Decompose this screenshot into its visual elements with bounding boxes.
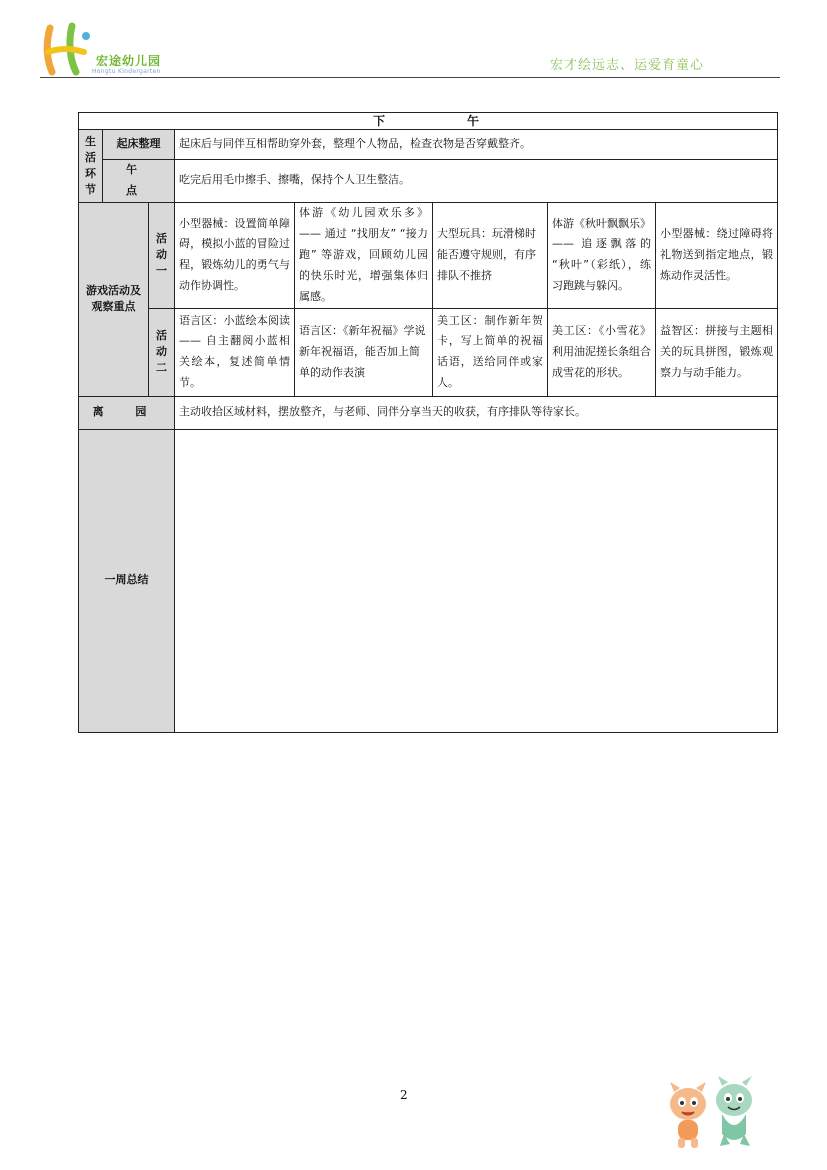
snack-text: 吃完后用毛巾擦手、擦嘴，保持个人卫生整洁。 <box>175 160 778 203</box>
logo-name: 宏途幼儿园 <box>96 54 162 68</box>
snack-label: 午 点 <box>103 160 175 203</box>
activity-two-cell: 益智区：拼接与主题相关的玩具拼图，锻炼观察力与动手能力。 <box>656 308 778 396</box>
activity-one-cell: 小型器械：设置简单障碍，模拟小蓝的冒险过程，锻炼幼儿的勇气与动作协调性。 <box>175 202 295 308</box>
page-number: 2 <box>400 1088 408 1102</box>
afternoon-plan-table <box>78 112 778 733</box>
activity-one-row <box>79 202 778 308</box>
activity-one-label: 活动一 <box>149 202 175 308</box>
activity-two-cell: 美工区：制作新年贺卡，写上简单的祝福话语，送给同伴或家人。 <box>433 308 548 396</box>
activity-one-cell: 大型玩具：玩滑梯时能否遵守规则，有序排队不推挤 <box>433 202 548 308</box>
activity-two-cell: 语言区：小蓝绘本阅读 —— 自主翻阅小蓝相关绘本，复述简单情节。 <box>175 308 295 396</box>
activity-two-row <box>79 308 778 396</box>
wake-up-text: 起床后与同伴互相帮助穿外套，整理个人物品，检查衣物是否穿戴整齐。 <box>175 130 778 160</box>
header-slogan: 宏才绘远志、运爱育童心 <box>549 58 704 73</box>
wake-up-label: 起床整理 <box>103 130 175 160</box>
weekly-summary-label: 一周总结 <box>79 429 175 732</box>
wake-up-row <box>79 130 778 160</box>
activity-two-label: 活动二 <box>149 308 175 396</box>
activity-two-cell: 语言区：《新年祝福》学说新年祝福语，能否加上简单的动作表演 <box>295 308 433 396</box>
games-observation-label: 游戏活动及观察重点 <box>79 202 149 396</box>
leave-text: 主动收拾区域材料，摆放整齐，与老师、同伴分享当天的收获，有序排队等待家长。 <box>175 396 778 429</box>
weekly-summary-content <box>175 429 778 732</box>
page-header <box>40 22 780 82</box>
snack-row <box>79 160 778 203</box>
activity-one-cell: 体游《秋叶飘飘乐》—— 追逐飘落的 “秋叶”（彩纸），练习跑跳与躲闪。 <box>548 202 656 308</box>
logo-subtitle: Hongtu Kindergarten <box>92 68 161 75</box>
section-title: 下 午 <box>79 113 778 130</box>
mascot-characters-icon <box>662 1074 762 1150</box>
header-divider <box>40 77 780 78</box>
weekly-summary-row <box>79 429 778 732</box>
activity-one-cell: 体游《幼儿园欢乐多》—— 通过 “找朋友” “接力跑” 等游戏，回顾幼儿园的快乐时光，增强集体归属感。 <box>295 202 433 308</box>
leave-row <box>79 396 778 429</box>
activity-one-cell: 小型器械：绕过障碍将礼物送到指定地点，锻炼动作灵活性。 <box>656 202 778 308</box>
section-title-row <box>79 113 778 130</box>
life-routine-label: 生活环节 <box>79 130 103 203</box>
leave-label: 离 园 <box>79 396 175 429</box>
kindergarten-logo-icon <box>40 22 96 76</box>
activity-two-cell: 美工区：《小雪花》利用油泥搓长条组合成雪花的形状。 <box>548 308 656 396</box>
